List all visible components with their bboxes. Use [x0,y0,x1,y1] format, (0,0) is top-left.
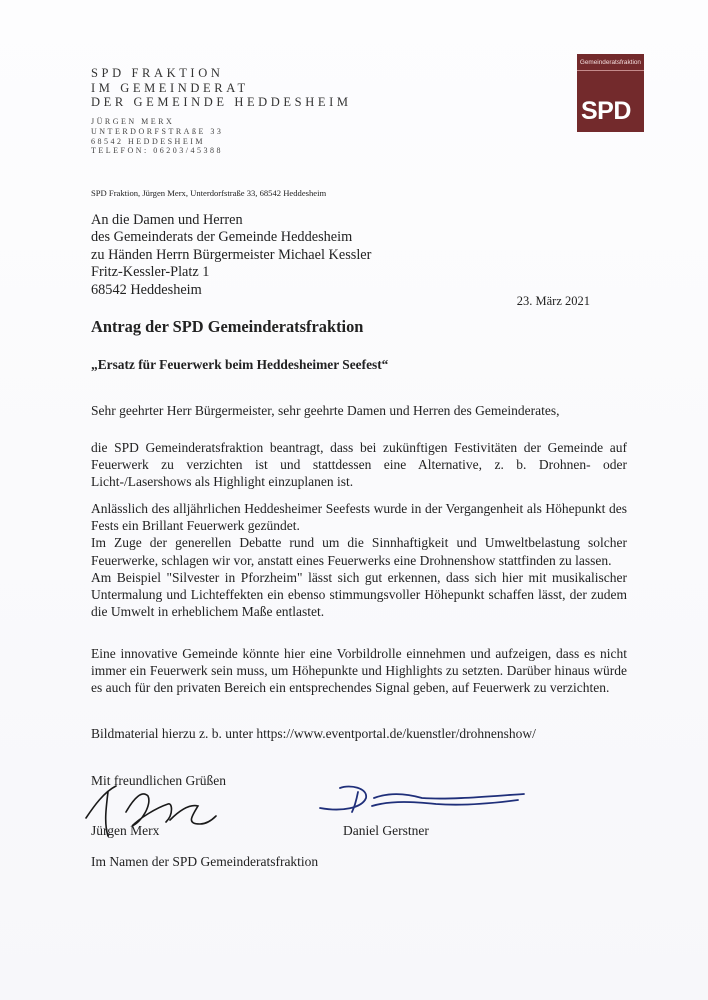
recipient-address [91,212,371,299]
contact-line: UNTERDORFSTRAßE 33 [91,126,224,136]
contact-line: TELEFON: 06203/45388 [91,146,223,156]
paragraph-line: Am Beispiel "Silvester in Pforzheim" lässt sich gut erkennen, dass sich hier mit musikalischer Untermalung und Lichteffekten ein ebenso stimmungsvoller Höhepunkt schaffen lässt, der zudem die Umwelt in erheblichem Maße entlastet. [91,569,627,620]
contact-line: JÜRGEN MERX [91,117,175,126]
org-line: DER GEMEINDE HEDDESHEIM [91,95,352,110]
logo-caption: Gemeinderatsfraktion [577,54,644,71]
paragraph-background [91,500,627,620]
recipient-line: An die Damen und Herren [91,212,243,228]
footer-on-behalf: Im Namen der SPD Gemeinderatsfraktion [91,854,319,869]
letter-subject: Antrag der SPD Gemeinderatsfraktion [91,317,364,336]
letterhead-organization [91,66,352,110]
signature-gerstner [312,782,534,818]
letter-subtitle: „Ersatz für Feuerwerk beim Heddesheimer Seefest“ [91,357,389,372]
signatory-merx: Jürgen Merx [91,823,160,838]
paragraph-request: die SPD Gemeinderatsfraktion beantragt, dass bei zukünftigen Festivitäten der Gemeinde auf Feuerwerk zu verzichten ist und stattdessen eine Alternative, z. b. Drohnen- oder Licht-/Lasershows als Highlight einzuplanen ist. [91,440,627,490]
org-line: SPD FRAKTION [91,66,224,80]
org-line: IM GEMEINDERAT [91,80,249,95]
paragraph-link: Bildmaterial hierzu z. b. unter https://www.eventportal.de/kuenstler/drohnenshow/ [91,726,536,741]
paragraph-line: Im Zuge der generellen Debatte rund um die Sinnhaftigkeit und Umweltbelastung solcher Feuerwerke, schlagen wir vor, anstatt eines Feuerwerks eine Drohnenshow stattfinden zu lassen. [91,535,627,568]
paragraph-proposal: Eine innovative Gemeinde könnte hier eine Vorbildrolle einnehmen und aufzeigen, dass es nicht immer ein Feuerwerk sein muss, um Höhepunkte und Highlights zu setzten. Darüber hinaus würde es auch für den privaten Bereich ein entsprechendes Signal geben, auf Feuerwerk zu verzichten. [91,646,627,696]
salutation: Sehr geehrter Herr Bürgermeister, sehr geehrte Damen und Herren des Gemeinderates, [91,403,560,418]
spd-logo [577,54,644,132]
letter-date: 23. März 2021 [516,294,590,308]
recipient-line: des Gemeinderats der Gemeinde Heddesheim [91,229,353,246]
signatory-gerstner: Daniel Gerstner [343,823,429,838]
recipient-line: 68542 Heddesheim [91,281,202,298]
contact-line: 68542 HEDDESHEIM [91,136,205,146]
logo-mark: SPD [581,97,631,125]
closing-greeting: Mit freundlichen Grüßen [91,773,226,788]
sender-address-line: SPD Fraktion, Jürgen Merx, Unterdorfstraße 33, 68542 Heddesheim [91,188,327,198]
paragraph-line: Anlässlich des alljährlichen Heddesheimer Seefests wurde in der Vergangenheit als Höhepunkt des Fests ein Brillant Feuerwerk gezündet. [91,501,627,534]
recipient-line: zu Händen Herrn Bürgermeister Michael Kessler [91,246,372,263]
recipient-line: Fritz-Kessler-Platz 1 [91,264,210,281]
letterhead-contact [91,117,223,156]
